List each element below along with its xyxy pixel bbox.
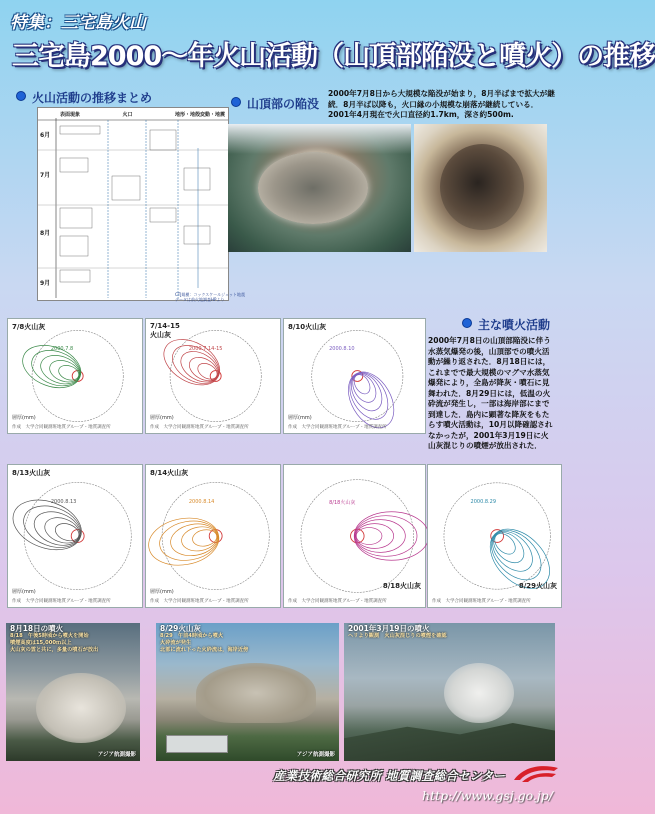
ash-map-svg (146, 465, 280, 607)
isopach-line (145, 513, 223, 571)
gsj-logo-icon (512, 762, 560, 784)
crater-shape (258, 152, 368, 224)
photo-0829-caption: 8/29 午前4時頃から噴火 火砕流が発生 北部に流れ下った火砕流は，海岸近傍 (160, 633, 249, 653)
ash-map-title: 8/29火山灰 (518, 582, 557, 590)
ash-map-date-label: 2000.8.10 (329, 346, 355, 353)
ash-map-date-label: 2000.8.29 (470, 499, 496, 506)
island-outline (301, 480, 414, 593)
ash-map-title: 8/10火山灰 (288, 323, 327, 331)
timeline-month: 8月 (40, 230, 51, 237)
ash-map-legend: 層厚(mm) (150, 589, 174, 595)
timeline-note: CTJ規模：コックスケールジェット地震 データは前火地調査HPより (175, 292, 246, 302)
ash-map-0810 (283, 318, 426, 434)
plume-shape (444, 663, 514, 723)
section-summit-heading (231, 95, 319, 112)
section-timeline-heading (16, 89, 152, 106)
ash-map-0818 (283, 464, 426, 608)
timeline-month: 6月 (40, 132, 51, 139)
bullet-icon (16, 91, 26, 101)
isopach-line (356, 528, 382, 545)
feature-label: 特集：三宅島火山 (10, 13, 146, 33)
timeline-header-crater: 火口 (122, 112, 133, 118)
ash-map-0813 (7, 464, 143, 608)
photo-20010319-eruption (344, 623, 555, 761)
building-shape (166, 735, 228, 753)
ash-map-0708 (7, 318, 143, 434)
timeline-grid (38, 108, 228, 300)
isopach-line (168, 520, 220, 559)
section-summit-title: 山頂部の陥没 (247, 97, 320, 111)
photo-20010319-title: 2001年3月19日の噴火 (348, 624, 430, 633)
section-timeline-title: 火山活動の推移まとめ (32, 91, 153, 105)
ash-map-credit: 作成 大学合同観測班地質グループ・地質調査所 (288, 599, 387, 604)
ash-map-date-label: 2000.7.8 (50, 346, 74, 353)
ash-map-legend: 層厚(mm) (12, 415, 36, 421)
ash-map-0814 (145, 464, 281, 608)
photo-0818-caption: 8/18 午後5時頃から噴火を開始 噴煙高度は15,000ｍ以上 火山灰の雲と共に，多量の噴石が放出 (10, 633, 99, 653)
footer-url-link[interactable]: http://www.gsj.go.jp/ (422, 788, 553, 803)
timeline-month: 7月 (40, 172, 51, 179)
island-outline (162, 482, 269, 589)
section-eruption-title: 主な噴火活動 (478, 318, 551, 332)
ash-map-date-label: 2000.8.14 (188, 499, 215, 506)
timeline-month: 9月 (40, 280, 51, 287)
photo-0829-caption-block (160, 625, 248, 654)
ash-map-0829 (427, 464, 562, 608)
isopach-line (482, 521, 551, 590)
ash-map-legend: 層厚(mm) (150, 415, 174, 421)
section-eruption-heading (462, 316, 550, 333)
isopach-line (355, 520, 405, 553)
eruption-description: 2000年7月8日の山頂部陥没に伴う水蒸気爆発の後，山頂部での噴火活動が繰り返された．8月18日には，これまでで最大規模のマグマ水蒸気爆発により，全島が降灰・噴石に見舞われた．8月29日には，低温の火砕流が発生し，一部は海岸部にまで到達した．島内に顕著な降灰をもたらす噴火活動は，10月以降確認されなかったが，2001年3月19日に火山灰混じりの噴煙が放出された． (428, 336, 553, 450)
pyroclastic-cloud (196, 663, 316, 723)
timeline-header-surface: 表面現象 (60, 112, 81, 118)
ash-map-legend: 層厚(mm) (12, 589, 36, 595)
photo-20010319-caption-block (348, 625, 447, 640)
photo-0818-eruption (6, 623, 140, 761)
photo-20010319-caption: ヘリより観測 火山灰混じりの噴煙を確認 (348, 633, 447, 639)
ash-map-credit: 作成 大学合同観測班地質グループ・地質調査所 (150, 599, 249, 604)
isopach-line (485, 524, 540, 579)
photo-0829-eruption (156, 623, 339, 761)
summit-description: 2000年7月8日から大規模な陥没が始まり，8月半ばまで拡大が継続．8月半ば以降も，火口縁の小規模な崩落が継続している．2001年4月現在で火口直径約1.7km，深さ約500m. (328, 89, 555, 119)
isopach-line (18, 498, 87, 555)
ash-map-credit: 作成 大学合同観測班地質グループ・地質調査所 (432, 599, 531, 604)
ash-map-credit: 作成 大学合同観測班地質グループ・地質調査所 (12, 599, 111, 604)
photo-0829-credit: アジア航測撮影 (296, 752, 335, 758)
ash-map-date-label: 2000.8.13 (50, 499, 77, 506)
ash-map-title: 8/14火山灰 (150, 469, 189, 477)
isopach-line (354, 512, 428, 561)
eruption-cloud (36, 673, 126, 743)
page-title: 三宅島2000〜年火山活動（山頂部陥没と噴火）の推移 (12, 41, 655, 72)
photo-0829-title: 8/29火山灰 (160, 624, 201, 633)
bullet-icon (462, 318, 472, 328)
photo-0818-title: 8月18日の噴火 (10, 624, 64, 633)
ash-map-legend: 層厚(mm) (288, 415, 312, 421)
ash-map-title: 7/8火山灰 (12, 323, 46, 331)
summit-photo-closeup (414, 124, 547, 252)
ash-map-date-label: 8/18火山灰 (329, 500, 356, 507)
ash-map-date-label: 2000.7.14-15 (188, 346, 223, 353)
crater-pit-shape (440, 144, 524, 230)
isopach-line (356, 524, 394, 549)
isopach-line (342, 366, 396, 426)
ash-map-0714 (145, 318, 281, 434)
photo-0818-credit: アジア航測撮影 (97, 752, 136, 758)
ash-map-credit: 作成 大学合同観測班地質グループ・地質調査所 (150, 425, 249, 430)
footer-organization: 産業技術総合研究所 地質調査総合センター (273, 769, 505, 783)
photo-0818-caption-block (10, 625, 98, 654)
ash-map-title: 7/14-15 火山灰 (150, 322, 180, 339)
island-outline (444, 483, 550, 589)
summit-photo-aerial (228, 124, 411, 252)
timeline-header-deformation: 地形・地殻変動・地震 (174, 112, 225, 118)
ridge-shape (344, 723, 555, 761)
ash-map-svg (8, 465, 142, 607)
ash-map-credit: 作成 大学合同観測班地質グループ・地質調査所 (288, 425, 387, 430)
bullet-icon (231, 97, 241, 107)
timeline-summary-chart (37, 107, 229, 301)
ash-map-title: 8/13火山灰 (12, 469, 51, 477)
ash-map-credit: 作成 大学合同観測班地質グループ・地質調査所 (12, 425, 111, 430)
ash-map-title: 8/18火山灰 (382, 582, 421, 590)
